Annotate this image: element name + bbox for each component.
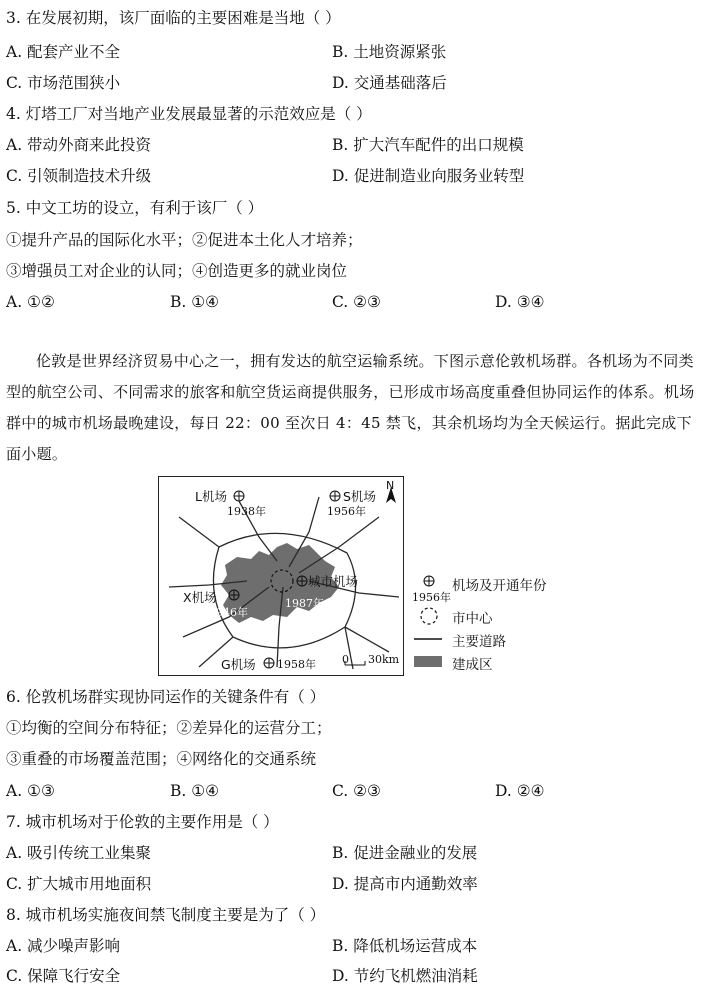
q6-statement-1: ①均衡的空间分布特征；②差异化的运营分工； [6, 719, 332, 737]
airport-city-year: 1987年 [285, 597, 324, 610]
q4-option-d[interactable]: D. 促进制造业向服务业转型 [332, 167, 525, 185]
q5-option-d[interactable]: D. ③④ [495, 293, 545, 311]
q6-option-c[interactable]: C. ②③ [332, 782, 381, 800]
q3-stem: 3. 在发展初期，该厂面临的主要困难是当地（ ） [6, 9, 341, 27]
q8-option-b[interactable]: B. 降低机场运营成本 [332, 937, 478, 955]
q5-statement-2: ③增强员工对企业的认同；④创造更多的就业岗位 [6, 262, 348, 280]
london-airports-map [158, 476, 404, 676]
airport-g-icon [264, 658, 274, 668]
legend-airport-icon [424, 576, 434, 586]
airport-g-year: 1958年 [277, 658, 316, 671]
airport-city-icon [297, 576, 307, 586]
scale-zero: 0 [342, 653, 349, 666]
airport-city-label: 城市机场 [308, 574, 359, 589]
airport-l-icon [234, 491, 244, 501]
legend-airport-label: 机场及开通年份 [452, 578, 547, 594]
q6-stem: 6. 伦敦机场群实现协同运作的关键条件有（ ） [6, 688, 326, 706]
airport-x-icon [229, 590, 239, 600]
q4-option-b[interactable]: B. 扩大汽车配件的出口规模 [332, 136, 524, 154]
q3-option-d[interactable]: D. 交通基础落后 [332, 74, 447, 92]
q4-option-a[interactable]: A. 带动外商来此投资 [6, 136, 152, 154]
legend-year: 1956年 [412, 591, 451, 604]
legend-center-label: 市中心 [452, 611, 493, 627]
q5-option-a[interactable]: A. ①② [6, 293, 55, 311]
q8-option-c[interactable]: C. 保障飞行安全 [6, 967, 121, 985]
legend-center-icon [421, 608, 437, 624]
q3-option-b[interactable]: B. 土地资源紧张 [332, 43, 447, 61]
legend-road-label: 主要道路 [452, 634, 506, 650]
q5-option-b[interactable]: B. ①④ [170, 293, 220, 311]
reading-passage: 伦敦是世界经济贸易中心之一，拥有发达的航空运输系统。下图示意伦敦机场群。各机场为不同类型的航空公司、不同需求的旅客和航空货运商提供服务，已形成市场高度重叠但协同运作的体系。机场群中的城市机场最晚建设，每日 22：00 至次日 4：45 禁飞，其余机场均为全天候运行。据此完成下面小题。 [6, 352, 695, 463]
airport-g-label: G机场 [221, 657, 256, 672]
airport-s-label: S机场 [343, 489, 376, 504]
q3-option-c[interactable]: C. 市场范围狭小 [6, 74, 121, 92]
q5-option-c[interactable]: C. ②③ [332, 293, 381, 311]
q7-option-b[interactable]: B. 促进金融业的发展 [332, 844, 478, 862]
q7-option-a[interactable]: A. 吸引传统工业集聚 [6, 844, 152, 862]
q7-option-d[interactable]: D. 提高市内通勤效率 [332, 875, 478, 893]
q6-statement-2: ③重叠的市场覆盖范围；④网络化的交通系统 [6, 750, 317, 768]
airport-l-label: L机场 [195, 489, 227, 504]
airport-x-year: 1946年 [209, 606, 248, 619]
legend-built-icon [414, 656, 442, 667]
airport-s-year: 1956年 [327, 505, 366, 518]
q7-stem: 7. 城市机场对于伦敦的主要作用是（ ） [6, 813, 279, 831]
airport-s-icon [330, 491, 340, 501]
legend-built-label: 建成区 [452, 657, 493, 673]
q4-option-c[interactable]: C. 引领制造技术升级 [6, 167, 152, 185]
north-label: N [386, 479, 395, 492]
q8-option-a[interactable]: A. 减少噪声影响 [6, 937, 121, 955]
q5-stem: 5. 中文工坊的设立，有利于该厂（ ） [6, 199, 264, 217]
q5-statement-1: ①提升产品的国际化水平；②促进本土化人才培养； [6, 231, 363, 249]
q6-option-b[interactable]: B. ①④ [170, 782, 220, 800]
scale-label: 30km [368, 653, 400, 666]
q6-option-d[interactable]: D. ②④ [495, 782, 545, 800]
q4-stem: 4. 灯塔工厂对当地产业发展最显著的示范效应是（ ） [6, 105, 372, 123]
legend-symbols [412, 572, 442, 676]
map-legend [412, 572, 612, 676]
q8-stem: 8. 城市机场实施夜间禁飞制度主要是为了（ ） [6, 906, 326, 924]
q3-option-a[interactable]: A. 配套产业不全 [6, 43, 121, 61]
q8-option-d[interactable]: D. 节约飞机燃油消耗 [332, 967, 478, 985]
q6-option-a[interactable]: A. ①③ [6, 782, 55, 800]
airport-l-year: 1938年 [227, 505, 266, 518]
q7-option-c[interactable]: C. 扩大城市用地面积 [6, 875, 152, 893]
airport-x-label: X机场 [183, 590, 217, 605]
